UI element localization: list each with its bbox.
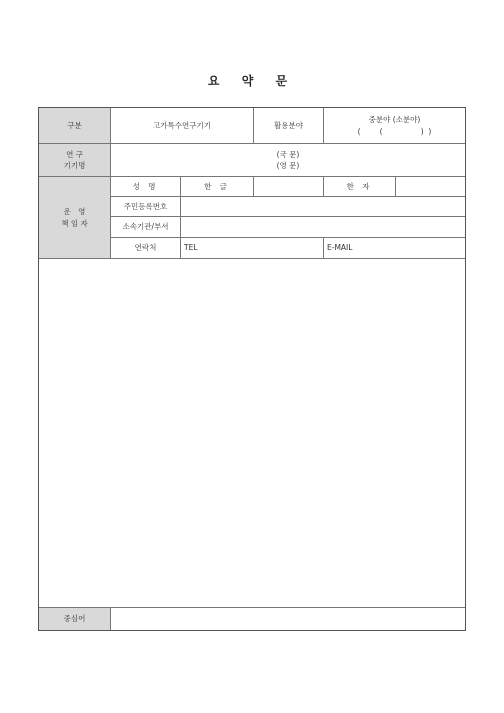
- manager-label-line2: 책 임 자: [61, 218, 88, 228]
- field-label: 활용분야: [254, 108, 324, 144]
- equipment-name-value[interactable]: [111, 144, 465, 177]
- manager-label-line1: 운 영: [63, 207, 86, 217]
- page-title: 요 약 문: [207, 74, 297, 88]
- name-hangul-field[interactable]: [254, 177, 324, 197]
- summary-body-area[interactable]: [39, 259, 465, 608]
- equipment-name-label-line1: 연 구: [66, 149, 83, 159]
- field-subfield-blanks: ( ( ) ): [357, 126, 432, 136]
- email-field[interactable]: E-MAIL: [324, 238, 465, 259]
- resident-number-field[interactable]: [181, 197, 465, 217]
- category-value[interactable]: 고가특수연구기기: [111, 108, 254, 144]
- equipment-name-korean: (국 문): [276, 149, 300, 159]
- equipment-name-label: [39, 144, 111, 177]
- equipment-name-english: (영 문): [276, 161, 300, 170]
- field-value[interactable]: [324, 108, 465, 144]
- manager-label: [39, 177, 111, 259]
- equipment-name-label-line2: 기기명: [63, 161, 86, 170]
- name-hanja-label: 한 자: [324, 177, 396, 197]
- resident-number-label: 주민등록번호: [111, 197, 181, 217]
- field-subfield-heading: 중분야 (소분야): [368, 115, 421, 125]
- contact-label: 연락처: [111, 238, 181, 259]
- tel-field[interactable]: TEL: [181, 238, 324, 259]
- name-hangul-label: 한 글: [181, 177, 254, 197]
- affiliation-label: 소속기관/부서: [111, 217, 181, 238]
- name-hanja-field[interactable]: [396, 177, 465, 197]
- category-label: 구분: [39, 108, 111, 144]
- keywords-label: 중심어: [39, 608, 111, 630]
- keywords-field[interactable]: [111, 608, 465, 630]
- affiliation-field[interactable]: [181, 217, 465, 238]
- name-label: 성 명: [111, 177, 181, 197]
- summary-form: [38, 107, 466, 631]
